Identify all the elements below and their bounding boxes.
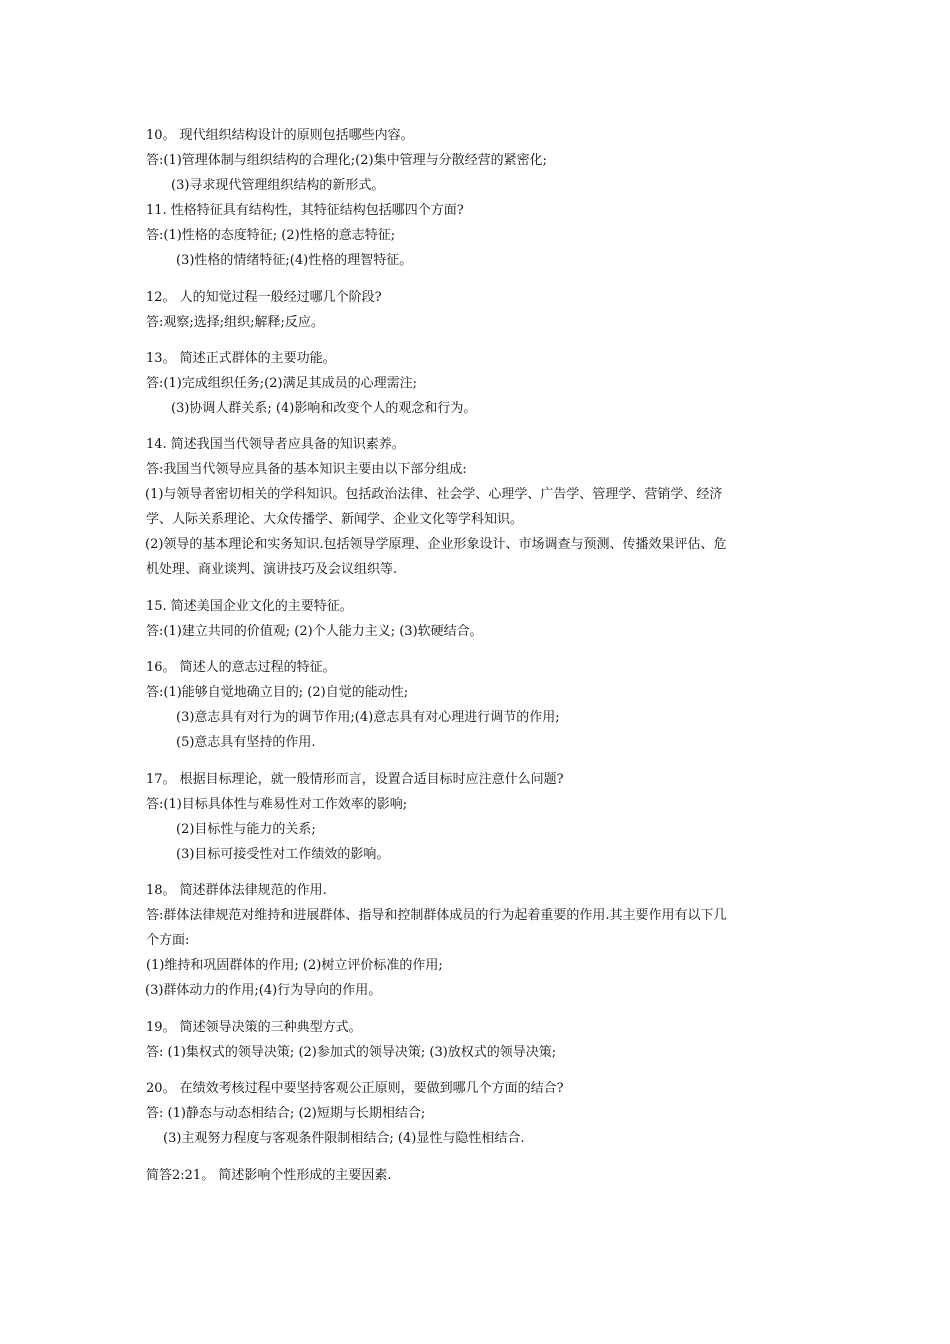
answer-10-line-2: (3)寻求现代管理组织结构的新形式。 [171, 178, 385, 193]
answer-14-point-1: (1)与领导者密切相关的学科知识。包括政治法律、社会学、心理学、广告学、管理学、营销学、经济 [145, 487, 723, 502]
answer-16-line-2: (3)意志具有对行为的调节作用;(4)意志具有对心理进行调节的作用; [176, 710, 560, 725]
answer-19: 答: (1)集权式的领导决策; (2)参加式的领导决策; (3)放权式的领导决策; [146, 1045, 557, 1060]
answer-18-intro-cont: 个方面: [146, 933, 190, 948]
question-15: 15. 简述美国企业文化的主要特征。 [146, 599, 353, 614]
answer-14-point-1-cont: 学、人际关系理论、大众传播学、新闻学、企业文化等学科知识。 [146, 512, 524, 527]
answer-12: 答:观察;选择;组织;解释;反应。 [146, 315, 324, 330]
question-12: 12。 人的知觉过程一般经过哪几个阶段? [146, 290, 382, 305]
answer-14-point-2-cont: 机处理、商业谈判、演讲技巧及会议组织等. [146, 562, 398, 577]
question-10: 10。 现代组织结构设计的原则包括哪些内容。 [146, 128, 414, 143]
answer-16-line-3: (5)意志具有坚持的作用. [176, 735, 316, 750]
answer-18-line-2: (1)维持和巩固群体的作用; (2)树立评价标准的作用; [146, 958, 443, 973]
question-16: 16。 简述人的意志过程的特征。 [146, 660, 336, 675]
question-17: 17。 根据目标理论，就一般情形而言，设置合适目标时应注意什么问题? [146, 772, 564, 787]
answer-10-line-1: 答:(1)管理体制与组织结构的合理化;(2)集中管理与分散经营的紧密化; [146, 153, 547, 168]
answer-17-line-2: (2)目标性与能力的关系; [176, 822, 316, 837]
answer-17-line-3: (3)目标可接受性对工作绩效的影响。 [176, 847, 390, 862]
answer-14-point-2: (2)领导的基本理论和实务知识.包括领导学原理、企业形象设计、市场调查与预测、传播效果评估、危 [145, 537, 727, 552]
answer-13-line-1: 答:(1)完成组织任务;(2)满足其成员的心理需注; [146, 376, 417, 391]
answer-14-intro: 答:我国当代领导应具备的基本知识主要由以下部分组成: [146, 462, 467, 477]
question-14: 14. 简述我国当代领导者应具备的知识素养。 [146, 437, 405, 452]
answer-20-line-2: (3)主观努力程度与客观条件限制相结合; (4)显性与隐性相结合. [163, 1131, 525, 1146]
question-21: 简答2:21。 简述影响个性形成的主要因素. [146, 1168, 392, 1183]
answer-15: 答:(1)建立共同的价值观; (2)个人能力主义; (3)软硬结合。 [146, 624, 483, 639]
question-20: 20。 在绩效考核过程中要坚持客观公正原则，要做到哪几个方面的结合? [146, 1081, 564, 1096]
answer-11-line-2: (3)性格的情绪特征;(4)性格的理智特征。 [176, 253, 413, 268]
question-18: 18。 简述群体法律规范的作用. [146, 883, 327, 898]
question-19: 19。 简述领导决策的三种典型方式。 [146, 1020, 362, 1035]
answer-11-line-1: 答:(1)性格的态度特征; (2)性格的意志特征; [146, 228, 396, 243]
question-13: 13。 简述正式群体的主要功能。 [146, 351, 336, 366]
answer-18-intro: 答:群体法律规范对维持和进展群体、指导和控制群体成员的行为起着重要的作用.其主要作用有以下几 [146, 908, 727, 923]
answer-18-line-3: (3)群体动力的作用;(4)行为导向的作用。 [145, 983, 382, 998]
answer-13-line-2: (3)协调人群关系; (4)影响和改变个人的观念和行为。 [171, 401, 477, 416]
answer-16-line-1: 答:(1)能够自觉地确立目的; (2)自觉的能动性; [146, 685, 409, 700]
answer-20-line-1: 答: (1)静态与动态相结合; (2)短期与长期相结合; [146, 1106, 426, 1121]
question-11: 11. 性格特征具有结构性，其特征结构包括哪四个方面? [146, 203, 464, 218]
answer-17-line-1: 答:(1)目标具体性与难易性对工作效率的影响; [146, 797, 408, 812]
